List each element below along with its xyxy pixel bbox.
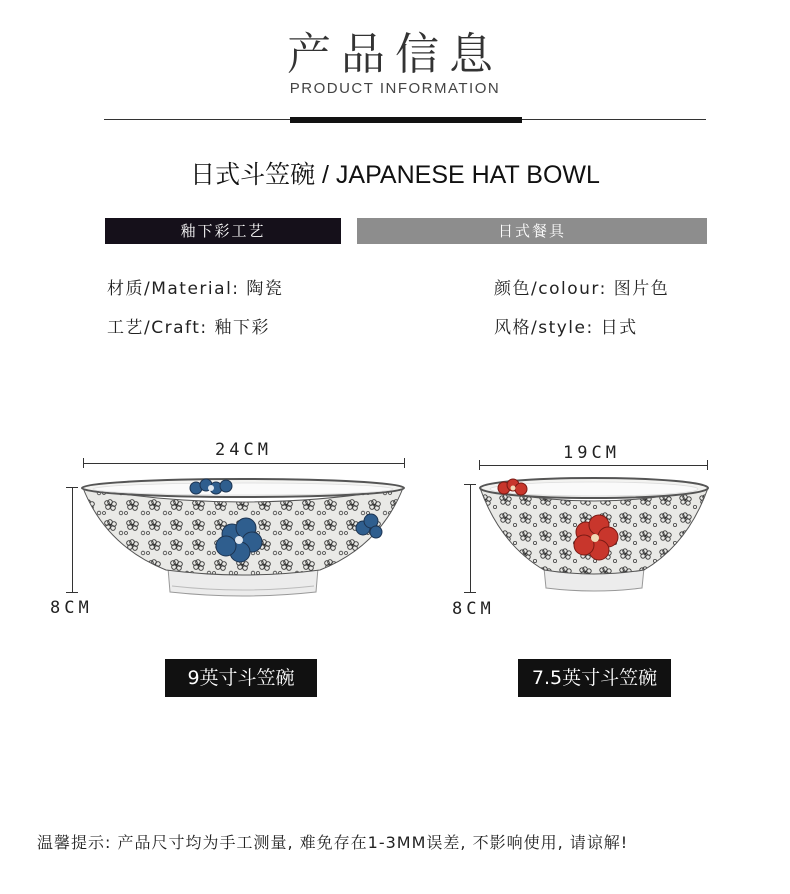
spec-style: 风格/style: 日式 <box>494 318 638 338</box>
bowl-small-width-cap-left <box>479 460 480 470</box>
bowl-small-width-line <box>479 465 708 466</box>
bowl-small-size-badge: 7.5英寸斗笠碗 <box>518 659 671 697</box>
spec-colour: 颜色/colour: 图片色 <box>494 279 670 299</box>
bowl-small-width-label: 19CM <box>563 443 620 463</box>
bowl-small-height-cap-bottom <box>464 592 476 593</box>
bowl-large-height-label: 8CM <box>50 598 93 618</box>
bowl-small-height-label: 8CM <box>452 599 495 619</box>
product-name: 日式斗笠碗 / JAPANESE HAT BOWL <box>190 161 600 189</box>
spec-craft: 工艺/Craft: 釉下彩 <box>107 318 270 338</box>
craft-tag: 釉下彩工艺 <box>105 218 341 244</box>
bowl-large-height-cap-bottom <box>66 592 78 593</box>
bowl-large-height-cap-top <box>66 487 78 488</box>
bowl-large-width-line <box>83 463 405 464</box>
footer-note: 温馨提示: 产品尺寸均为手工测量, 难免存在1-3MM误差, 不影响使用, 请谅解! <box>37 833 629 852</box>
spec-material: 材质/Material: 陶瓷 <box>107 279 284 299</box>
bowl-small-height-cap-top <box>464 484 476 485</box>
page-subtitle: PRODUCT INFORMATION <box>289 80 501 97</box>
bowl-large-size-badge: 9英寸斗笠碗 <box>165 659 317 697</box>
bowl-large-height-line <box>72 487 73 593</box>
divider-accent <box>290 117 522 123</box>
bowl-large-width-cap-left <box>83 458 84 468</box>
bowl-large-width-label: 24CM <box>215 440 272 460</box>
bowl-small-image <box>478 474 712 596</box>
category-tag: 日式餐具 <box>357 218 707 244</box>
page-title: 产品信息 <box>287 29 503 80</box>
bowl-large-width-cap-right <box>404 458 405 468</box>
bowl-small-width-cap-right <box>707 460 708 470</box>
bowl-small-height-line <box>470 484 471 593</box>
bowl-large-image <box>80 476 406 598</box>
